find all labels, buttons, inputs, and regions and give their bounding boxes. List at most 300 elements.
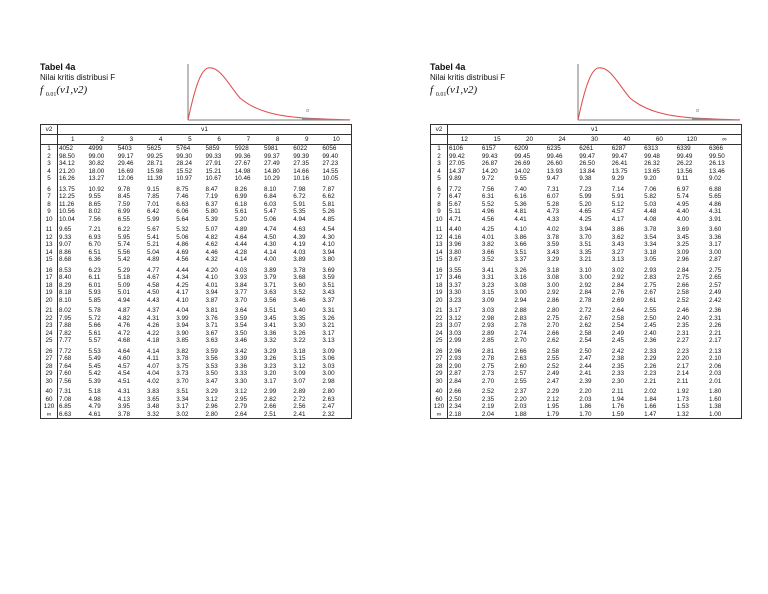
table-cell: 9.72 (481, 175, 495, 182)
table-cell: 10.04 (59, 215, 75, 223)
row-header-label: ν2 (41, 125, 58, 135)
table-cell: 4.28 (234, 248, 247, 256)
table-cell: 3.29 (263, 347, 277, 355)
table-row (431, 363, 742, 371)
right-panel (430, 62, 742, 418)
table-row (431, 337, 742, 348)
table-cell: 3.86 (611, 226, 624, 233)
table-cell: 13.93 (546, 167, 563, 175)
table-cell: 26.32 (644, 160, 660, 167)
table-cell: 3.89 (263, 266, 277, 274)
table-cell: 2.20 (676, 355, 689, 362)
table-cell: 3.94 (205, 289, 218, 296)
table-cell: 99.37 (263, 152, 280, 160)
table-cell: 4.76 (117, 322, 131, 329)
table-cell: 4.64 (234, 233, 247, 241)
table-cell: 2.93 (644, 266, 657, 274)
table-cell: 3.34 (644, 241, 657, 248)
table-cell: 2.87 (709, 256, 722, 263)
table-cell: 12.25 (59, 193, 75, 200)
table-cell: 27.91 (205, 160, 222, 167)
row-label: 40 (41, 388, 58, 396)
table-cell: 8.40 (59, 274, 72, 281)
table-cell: 3.09 (676, 248, 689, 256)
table-row (431, 330, 742, 338)
table-cell: 6.63 (59, 410, 72, 418)
table-cell: 2.52 (481, 388, 495, 395)
table-cell: 13.84 (579, 167, 595, 175)
table-row (431, 315, 742, 323)
column-header: 3 (117, 135, 146, 145)
table-cell: 2.18 (449, 410, 462, 418)
table-cell: 8.10 (59, 296, 72, 304)
table-row (431, 160, 742, 168)
table-cell: 27.23 (322, 160, 339, 167)
table-cell: 2.55 (644, 307, 657, 314)
table-cell: 3.09 (293, 370, 306, 377)
table-cell: 3.12 (293, 362, 306, 370)
table-cell: 6.06 (176, 208, 189, 215)
table-cell: 2.63 (514, 355, 527, 362)
table-cell: 7.56 (59, 377, 72, 385)
row-label: 6 (41, 186, 58, 194)
table-cell: 4.20 (205, 266, 218, 274)
row-label: 15 (41, 256, 58, 267)
table-cell: 2.51 (263, 410, 277, 418)
table-cell: 99.43 (481, 152, 498, 160)
table-cell: 4.94 (117, 296, 131, 304)
row-label: 120 (431, 403, 448, 411)
row-label: 5 (41, 175, 58, 186)
table-cell: 2.73 (481, 370, 495, 377)
table-cell: 6.23 (88, 266, 101, 274)
column-header: 2 (88, 135, 117, 145)
table-cell: 3.70 (176, 377, 189, 385)
table-cell: 4.30 (322, 233, 335, 241)
table-cell: 8.02 (88, 208, 101, 215)
table-cell: 6.85 (59, 403, 72, 410)
table-cell: 2.93 (449, 355, 462, 362)
column-header: 12 (448, 135, 481, 145)
row-label: 1 (431, 145, 448, 153)
table-cell: 2.75 (546, 314, 560, 322)
f-table-right (430, 124, 742, 419)
table-cell: 5.03 (644, 200, 657, 208)
table-cell: 7.40 (514, 185, 527, 193)
table-cell: 5.99 (147, 215, 160, 223)
table-cell: 4.19 (293, 241, 306, 248)
column-header: 9 (292, 135, 321, 145)
table-cell: 7.14 (611, 185, 624, 193)
row-label: 24 (41, 330, 58, 338)
table-cell: 4.00 (676, 215, 689, 223)
table-cell: 2.93 (481, 322, 495, 329)
table-cell: 2.76 (611, 289, 624, 296)
table-subtitle: Nilai kritis distribusi F (430, 73, 506, 82)
table-row (431, 370, 742, 378)
row-label: 11 (431, 226, 448, 234)
table-cell: 2.29 (546, 388, 560, 395)
table-cell: 3.59 (322, 274, 335, 281)
table-cell: 3.26 (293, 329, 306, 337)
table-cell: 1.60 (709, 395, 722, 403)
table-cell: 2.21 (644, 377, 657, 385)
table-cell: 10.16 (293, 175, 309, 182)
table-cell: 3.80 (322, 256, 335, 263)
table-cell: 2.02 (644, 388, 657, 395)
table-cell: 3.39 (234, 355, 247, 362)
row-label: 9 (431, 208, 448, 216)
table-row (431, 403, 742, 411)
table-cell: 3.02 (611, 266, 624, 274)
table-cell: 5764 (176, 145, 191, 152)
table-cell: 3.32 (263, 337, 277, 344)
table-cell: 6313 (644, 145, 659, 152)
table-row (431, 168, 742, 176)
notation-sub: 0.01 (45, 92, 57, 99)
row-header-label: ν2 (431, 125, 448, 135)
table-cell: 2.11 (611, 388, 624, 395)
table-cell: 2.38 (611, 355, 624, 362)
f-distribution-curve (574, 62, 742, 124)
table-cell: 2.52 (676, 296, 689, 304)
table-cell: 5.72 (88, 314, 101, 322)
table-cell: 3.70 (579, 233, 592, 241)
table-cell: 99.30 (176, 152, 193, 160)
table-cell: 3.91 (709, 215, 722, 223)
table-cell: 5.45 (88, 362, 101, 370)
table-cell: 5.12 (611, 200, 624, 208)
table-cell: 4.50 (147, 289, 160, 296)
table-cell: 4.40 (676, 208, 689, 215)
table-cell: 3.78 (117, 410, 131, 418)
table-cell: 5.09 (117, 281, 131, 289)
table-cell: 3.75 (176, 362, 189, 370)
table-cell: 27.35 (293, 160, 309, 167)
table-cell: 7.19 (205, 193, 218, 200)
table-cell: 1.92 (676, 388, 689, 395)
table-cell: 6235 (546, 145, 561, 152)
row-label: 9 (41, 208, 58, 216)
table-cell: 3.23 (481, 281, 495, 289)
table-cell: 3.53 (205, 362, 218, 370)
table-cell: 4.43 (147, 296, 160, 304)
table-cell: 7.08 (59, 395, 72, 403)
table-cell: 2.66 (449, 388, 462, 395)
table-cell: 2.75 (676, 274, 689, 281)
table-cell: 4.18 (147, 337, 160, 344)
table-cell: 2.17 (676, 362, 689, 370)
table-cell: 99.42 (449, 152, 465, 160)
table-cell: 2.41 (293, 410, 306, 418)
table-cell: 26.22 (676, 160, 693, 167)
table-cell: 1.59 (611, 410, 624, 418)
table-cell: 4.60 (117, 355, 131, 362)
row-label: 18 (431, 282, 448, 290)
table-cell: 3.83 (147, 388, 160, 395)
table-row (431, 153, 742, 161)
table-cell: 2.44 (579, 362, 592, 370)
table-cell: 3.41 (481, 266, 495, 274)
row-label: 25 (41, 337, 58, 348)
table-cell: 4.26 (147, 322, 160, 329)
table-cell: 1.73 (676, 395, 689, 403)
table-cell: 2.66 (546, 329, 560, 337)
column-header: 15 (481, 135, 513, 145)
row-label: 4 (41, 168, 58, 176)
table-cell: 5859 (205, 145, 220, 152)
table-cell: 3.69 (676, 226, 689, 233)
table-cell: 2.32 (322, 410, 335, 418)
table-cell: 5.35 (293, 208, 306, 215)
table-cell: 2.36 (709, 307, 722, 314)
table-cell: 4052 (59, 145, 74, 152)
table-cell: 2.58 (579, 329, 592, 337)
table-cell: 2.96 (676, 256, 689, 263)
table-cell: 28.24 (176, 160, 193, 167)
table-row (41, 289, 352, 297)
table-cell: 7.23 (579, 185, 592, 193)
row-label: 12 (41, 234, 58, 242)
column-header: 120 (676, 135, 708, 145)
table-cell: 3.52 (293, 289, 306, 296)
table-row (431, 355, 742, 363)
table-cell: 2.85 (481, 337, 495, 344)
table-cell: 2.65 (709, 274, 722, 281)
table-cell: 3.90 (176, 329, 189, 337)
table-cell: 1.70 (579, 410, 592, 418)
table-cell: 6.51 (88, 248, 101, 256)
header-row-top (41, 125, 352, 135)
table-cell: 8.26 (234, 185, 247, 193)
table-cell: 3.22 (293, 337, 306, 344)
table-cell: 4.16 (449, 233, 462, 241)
table-cell: 2.72 (293, 395, 306, 403)
table-cell: 4.56 (481, 215, 495, 223)
column-header: 24 (546, 135, 578, 145)
column-header: 6 (204, 135, 233, 145)
table-cell: 2.84 (676, 266, 689, 274)
table-cell: 2.55 (514, 377, 527, 385)
table-cell: 2.89 (293, 388, 306, 395)
table-cell: 4.54 (117, 370, 131, 377)
table-cell: 5.93 (88, 289, 101, 296)
table-cell: 1.47 (644, 410, 657, 418)
table-cell: 5.04 (147, 248, 160, 256)
table-row (41, 388, 352, 396)
table-cell: 2.55 (546, 355, 560, 362)
table-cell: 3.67 (449, 256, 462, 263)
table-cell: 3.36 (234, 362, 247, 370)
table-cell: 6.99 (234, 193, 247, 200)
table-cell: 14.20 (481, 167, 498, 175)
column-header: 8 (263, 135, 292, 145)
table-cell: 15.21 (205, 167, 222, 175)
table-row (41, 403, 352, 411)
row-label: 24 (431, 330, 448, 338)
table-cell: 2.19 (481, 403, 495, 410)
table-cell: 10.46 (234, 175, 251, 182)
table-cell: 4.33 (546, 215, 560, 223)
table-cell: 3.34 (176, 395, 189, 403)
table-cell: 99.39 (293, 152, 309, 160)
table-cell: 3.18 (293, 347, 306, 355)
table-cell: 5.53 (88, 347, 101, 355)
row-label: 120 (41, 403, 58, 411)
table-cell: 10.29 (263, 175, 280, 182)
table-cell: 2.89 (481, 329, 495, 337)
table-cell: 2.03 (514, 403, 527, 410)
row-label: 20 (431, 297, 448, 308)
table-cell: 3.46 (234, 337, 247, 344)
table-cell: 4.63 (293, 226, 306, 233)
table-row (41, 355, 352, 363)
table-cell: 3.21 (322, 322, 335, 329)
table-row (41, 186, 352, 194)
table-cell: 4.14 (234, 256, 247, 263)
table-cell: 2.96 (449, 347, 462, 355)
table-cell: 3.02 (176, 410, 189, 418)
table-cell: 8.45 (117, 193, 131, 200)
table-cell: 3.45 (263, 314, 277, 322)
column-header: 20 (513, 135, 545, 145)
table-cell: 4.95 (676, 200, 689, 208)
table-cell: 3.76 (205, 314, 218, 322)
column-header: 40 (611, 135, 643, 145)
table-cell: 9.29 (611, 175, 624, 182)
table-cell: 2.54 (611, 322, 624, 329)
table-cell: 4.65 (579, 208, 592, 215)
table-cell: 6261 (579, 145, 594, 152)
table-cell: 4.67 (147, 274, 160, 281)
table-cell: 2.83 (514, 314, 527, 322)
header-row-columns (431, 135, 742, 145)
table-cell: 6157 (481, 145, 496, 152)
table-cell: 4.89 (147, 256, 160, 263)
table-cell: 6.88 (709, 185, 722, 193)
table-cell: 4.22 (147, 329, 160, 337)
table-cell: 26.87 (481, 160, 498, 167)
table-cell: 4.56 (176, 256, 189, 263)
table-cell: 3.56 (205, 355, 218, 362)
table-cell: 14.80 (263, 167, 280, 175)
table-row (431, 216, 742, 227)
table-cell: 14.02 (514, 167, 531, 175)
table-cell: 3.78 (176, 355, 189, 362)
table-cell: 2.01 (709, 377, 722, 385)
table-cell: 7.46 (176, 193, 189, 200)
table-cell: 3.29 (546, 256, 560, 263)
table-cell: 99.49 (676, 152, 693, 160)
table-cell: 8.65 (88, 200, 101, 208)
table-cell: 4.17 (176, 289, 189, 296)
table-cell: 16.69 (117, 167, 134, 175)
table-cell: 2.84 (449, 377, 462, 385)
table-cell: 2.57 (709, 281, 722, 289)
table-cell: 2.96 (205, 403, 218, 410)
table-cell: 3.78 (644, 226, 657, 233)
table-cell: 3.03 (481, 307, 495, 314)
row-label: 28 (431, 363, 448, 371)
table-cell: 4.02 (546, 226, 560, 233)
table-cell: 2.29 (644, 355, 657, 362)
table-cell: 4.57 (611, 208, 624, 215)
table-cell: 6.47 (449, 193, 462, 200)
table-cell: 99.36 (234, 152, 251, 160)
table-cell: 4.10 (322, 241, 335, 248)
table-cell: 2.49 (546, 370, 560, 377)
table-cell: 2.98 (481, 314, 495, 322)
table-cell: 34.12 (59, 160, 75, 167)
table-row (41, 322, 352, 330)
row-label: 5 (431, 175, 448, 186)
table-cell: 3.81 (205, 307, 218, 314)
table-cell: 3.40 (293, 307, 306, 314)
table-cell: 2.75 (709, 266, 722, 274)
table-cell: 2.33 (611, 370, 624, 377)
table-cell: 2.36 (644, 337, 657, 344)
table-cell: 16.26 (59, 175, 75, 182)
table-cell: 5928 (234, 145, 249, 152)
table-cell: 4.30 (263, 241, 277, 248)
table-cell: 3.18 (644, 248, 657, 256)
table-cell: 4.31 (117, 388, 131, 395)
table-cell: 3.95 (117, 403, 131, 410)
table-cell: 26.13 (709, 160, 725, 167)
table-row (41, 330, 352, 338)
table-cell: 2.54 (579, 337, 592, 344)
table-cell: 4.89 (234, 226, 247, 233)
table-cell: 2.84 (579, 289, 592, 296)
table-cell: 6287 (611, 145, 626, 152)
table-cell: 3.78 (293, 266, 306, 274)
alpha-label: α (306, 108, 309, 114)
table-row (41, 160, 352, 168)
table-cell: 3.06 (322, 355, 335, 362)
table-cell: 11.39 (147, 175, 163, 182)
row-label: 11 (41, 226, 58, 234)
table-cell: 2.61 (644, 296, 657, 304)
table-cell: 4.44 (234, 241, 247, 248)
table-cell: 2.78 (514, 322, 527, 329)
table-cell: 6.18 (234, 200, 247, 208)
table-cell: 3.03 (322, 362, 335, 370)
table-cell: 7.60 (59, 370, 72, 377)
table-cell: 4.79 (88, 403, 101, 410)
table-title: Tabel 4a (40, 62, 76, 72)
table-cell: 3.18 (546, 266, 560, 274)
table-cell: 4.71 (449, 215, 462, 223)
table-cell: 4.61 (88, 410, 101, 418)
table-cell: 2.92 (546, 289, 560, 296)
table-cell: 6366 (709, 145, 724, 152)
table-cell: 2.92 (611, 274, 624, 281)
table-cell: 4.62 (205, 241, 218, 248)
table-cell: 4.81 (514, 208, 527, 215)
table-cell: 2.17 (709, 337, 722, 344)
table-cell: 3.43 (322, 289, 335, 296)
table-row (41, 315, 352, 323)
row-label: 13 (431, 241, 448, 249)
row-label: 23 (41, 322, 58, 330)
table-cell: 4.10 (176, 296, 189, 304)
table-cell: 5.67 (147, 226, 160, 233)
table-cell: 3.51 (514, 248, 527, 256)
table-cell: 4.58 (147, 281, 160, 289)
table-cell: 3.51 (176, 388, 189, 395)
row-label: 29 (41, 370, 58, 378)
table-cell: 7.77 (59, 337, 72, 344)
